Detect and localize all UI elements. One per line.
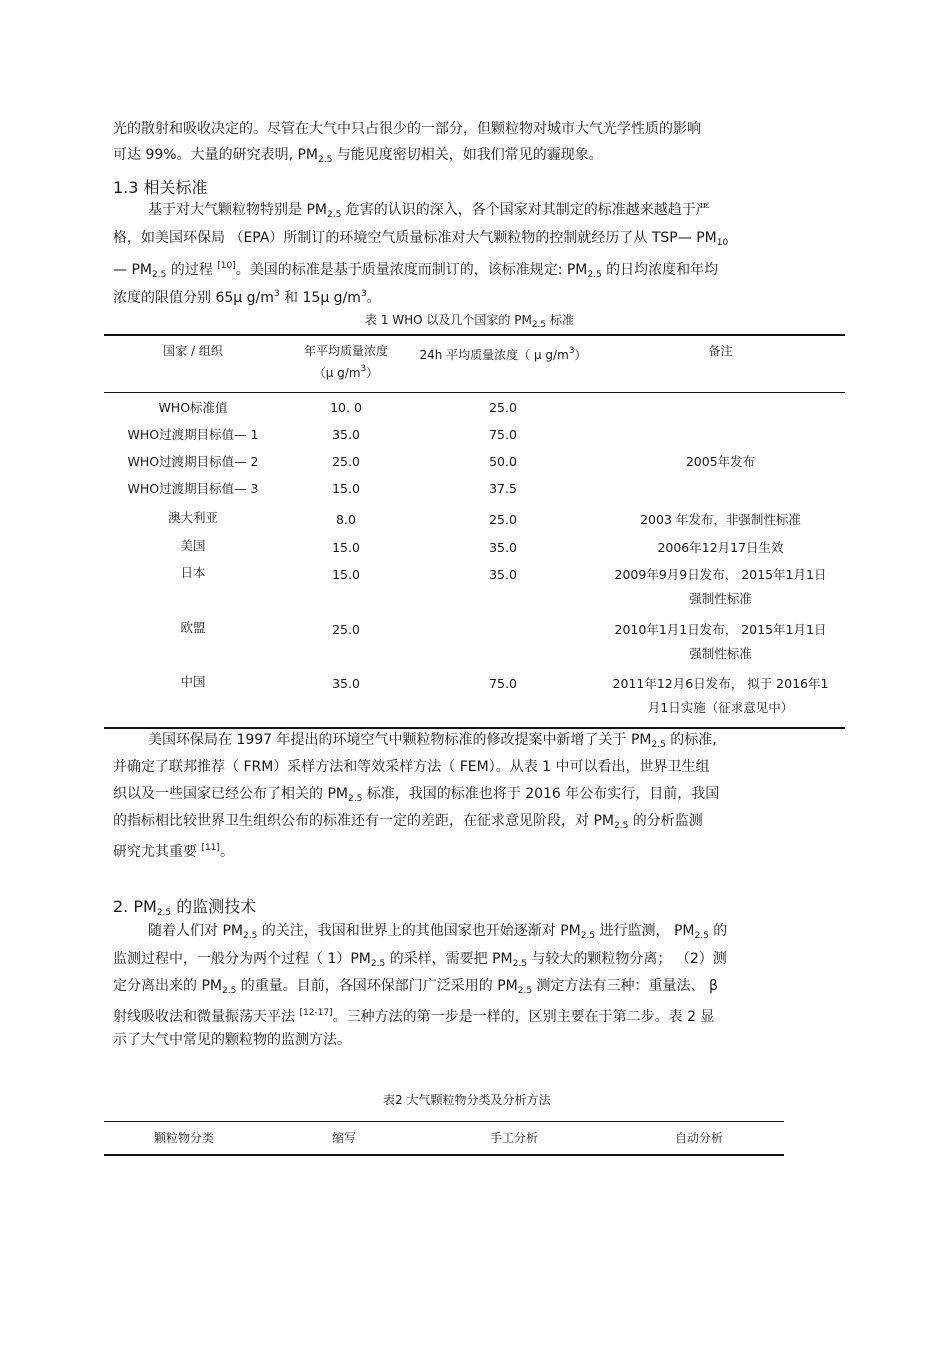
table1-caption: 表 1 WHO 以及几个国家的 $PM_{2.5}$ 标准 (365, 313, 574, 330)
header-daily: 24h 平均质量浓度（ μ $g/m^3$） (419, 346, 587, 362)
after-table-line-2: 并确定了联邦推荐（ FRM）采样方法和等效采样方法（ FEM）。从表 1 中可以看出，世界卫生组 (113, 759, 710, 775)
table-cell-country: 中国 (180, 674, 206, 689)
table-cell-daily: 25.0 (489, 512, 517, 527)
section-2-line-1: 随着人们对 $PM_{2.5}$ 的关注，我国和世界上的其他国家也开始逐渐对 $PM_{2.5}$ 进行监测， $PM_{2.5}$ 的 (148, 923, 728, 941)
table-cell-annual: 25.0 (332, 454, 360, 469)
table-cell-annual: 8.0 (336, 512, 356, 527)
section-2-line-4: 射线吸收法和微量振荡天平法 [12-17]。三种方法的第一步是一样的，区别主要在于第二步。表 2 显 (113, 1008, 715, 1025)
table-cell-country: WHO标准值 (158, 400, 228, 415)
table-cell-note: 2011年12月6日发布， 拟于 2016年1 月1日实施（征求意见中） (612, 676, 829, 715)
classification-table (104, 1121, 784, 1156)
table-header-rule (104, 392, 845, 393)
table2-header: 颗粒物分类 (153, 1131, 214, 1145)
table-cell-annual: 35.0 (332, 427, 360, 442)
table-cell-annual: 10. 0 (330, 400, 362, 415)
table-cell-country: 日本 (180, 565, 206, 580)
table2-header: 手工分析 (489, 1131, 538, 1145)
table-cell-country: WHO过渡期目标值— 2 (127, 454, 259, 469)
table-cell-country: 澳大利亚 (167, 510, 218, 525)
header-annual: 年平均质量浓度 （μ $g/m^3$） (303, 344, 388, 380)
after-table-line-3: 织以及一些国家已经公布了相关的 $PM_{2.5}$ 标准，我国的标准也将于 2016 年公布实行，目前，我国 (113, 786, 720, 804)
table-cell-daily: 35.0 (489, 540, 517, 555)
standards-table (104, 334, 845, 729)
after-table-line-4: 的指标相比较世界卫生组织公布的标准还有一定的差距，在征求意见阶段，对 $PM_{2.5}$ 的分析监测 (113, 813, 703, 831)
section-heading-1-3: 1.3 相关标准 (113, 178, 208, 197)
header-note: 备注 (708, 344, 733, 358)
table-cell-daily: 25.0 (489, 400, 517, 415)
table-cell-daily: 37.5 (489, 481, 517, 496)
paragraph-top-line-1: 光的散射和吸收决定的。尽管在大气中只占很少的一部分，但颗粒物对城市大气光学性质的影响 (113, 121, 701, 137)
table-cell-annual: 15.0 (332, 540, 360, 555)
table-cell-daily: 35.0 (489, 567, 517, 582)
table-cell-daily: 75.0 (489, 676, 517, 691)
table2-caption: 表2 大气颗粒物分类及分析方法 (383, 1093, 551, 1107)
table-cell-annual: 15.0 (332, 481, 360, 496)
table2-header: 自动分析 (674, 1131, 723, 1145)
section-2-line-5: 示了大气中常见的颗粒物的监测方法。 (113, 1032, 351, 1048)
after-table-line-1: 美国环保局在 1997 年提出的环境空气中颗粒物标准的修改提案中新增了关于 $PM_{2.5}$ 的标准, (148, 732, 717, 750)
table-cell-country: 欧盟 (180, 620, 206, 635)
after-table-line-5: 研究尤其重要 [11]。 (113, 843, 234, 860)
table-cell-annual: 35.0 (332, 676, 360, 691)
table-cell-country: 美国 (180, 538, 206, 553)
header-country: 国家 / 组织 (163, 344, 223, 358)
section-heading-2: 2. $PM_{2.5}$ 的监测技术 (113, 897, 257, 918)
section-2-line-3: 定分离出来的 $PM_{2.5}$ 的重量。目前，各国环保部门广泛采用的 $PM_{2.5}$ 测定方法有三种：重量法、 β (113, 978, 718, 996)
table-cell-note: 2006年12月17日生效 (657, 540, 784, 555)
table-cell-daily: 75.0 (489, 427, 517, 442)
section-1-3-line-3: — $PM_{2.5}$ 的过程 [10]。美国的标准是基于质量浓度而制订的，该标准规定: $PM_{2.5}$ 的日均浓度和年均 (113, 261, 719, 280)
section-1-3-line-4: 浓度的限值分别 65μ $g/m^3$ 和 15μ $g/m^3$。 (113, 289, 381, 306)
paragraph-top-line-2: 可达 99%。大量的研究表明, $PM_{2.5}$ 与能见度密切相关，如我们常见的霾现象。 (113, 147, 603, 165)
table-cell-country: WHO过渡期目标值— 3 (127, 481, 259, 496)
section-1-3-line-1: 基于对大气颗粒物特别是 $PM_{2.5}$ 危害的认识的深入，各个国家对其制定的标准越来越趋于严 (148, 202, 710, 220)
table-cell-note: 2003 年发布，非强制性标准 (640, 512, 801, 527)
table-cell-daily: 50.0 (489, 454, 517, 469)
table-cell-note: 2009年9月9日发布， 2015年1月1日 强制性标准 (614, 567, 827, 606)
table2-header: 缩写 (331, 1131, 356, 1145)
section-1-3-line-2: 格，如美国环保局 （EPA）所制订的环境空气质量标准对大气颗粒物的控制就经历了从 TSP— $PM_{10}$ (113, 230, 729, 248)
table-cell-annual: 15.0 (332, 567, 360, 582)
table-cell-note: 2010年1月1日发布， 2015年1月1日 强制性标准 (614, 622, 827, 661)
table-cell-country: WHO过渡期目标值— 1 (127, 427, 259, 442)
section-2-line-2: 监测过程中，一般分为两个过程（ $1)PM_{2.5}$ 的采样，需要把 $PM_{2.5}$ 与较大的颗粒物分离； （2）测 (113, 951, 727, 969)
table-cell-note: 2005年发布 (685, 454, 756, 469)
table-cell-annual: 25.0 (332, 622, 360, 637)
